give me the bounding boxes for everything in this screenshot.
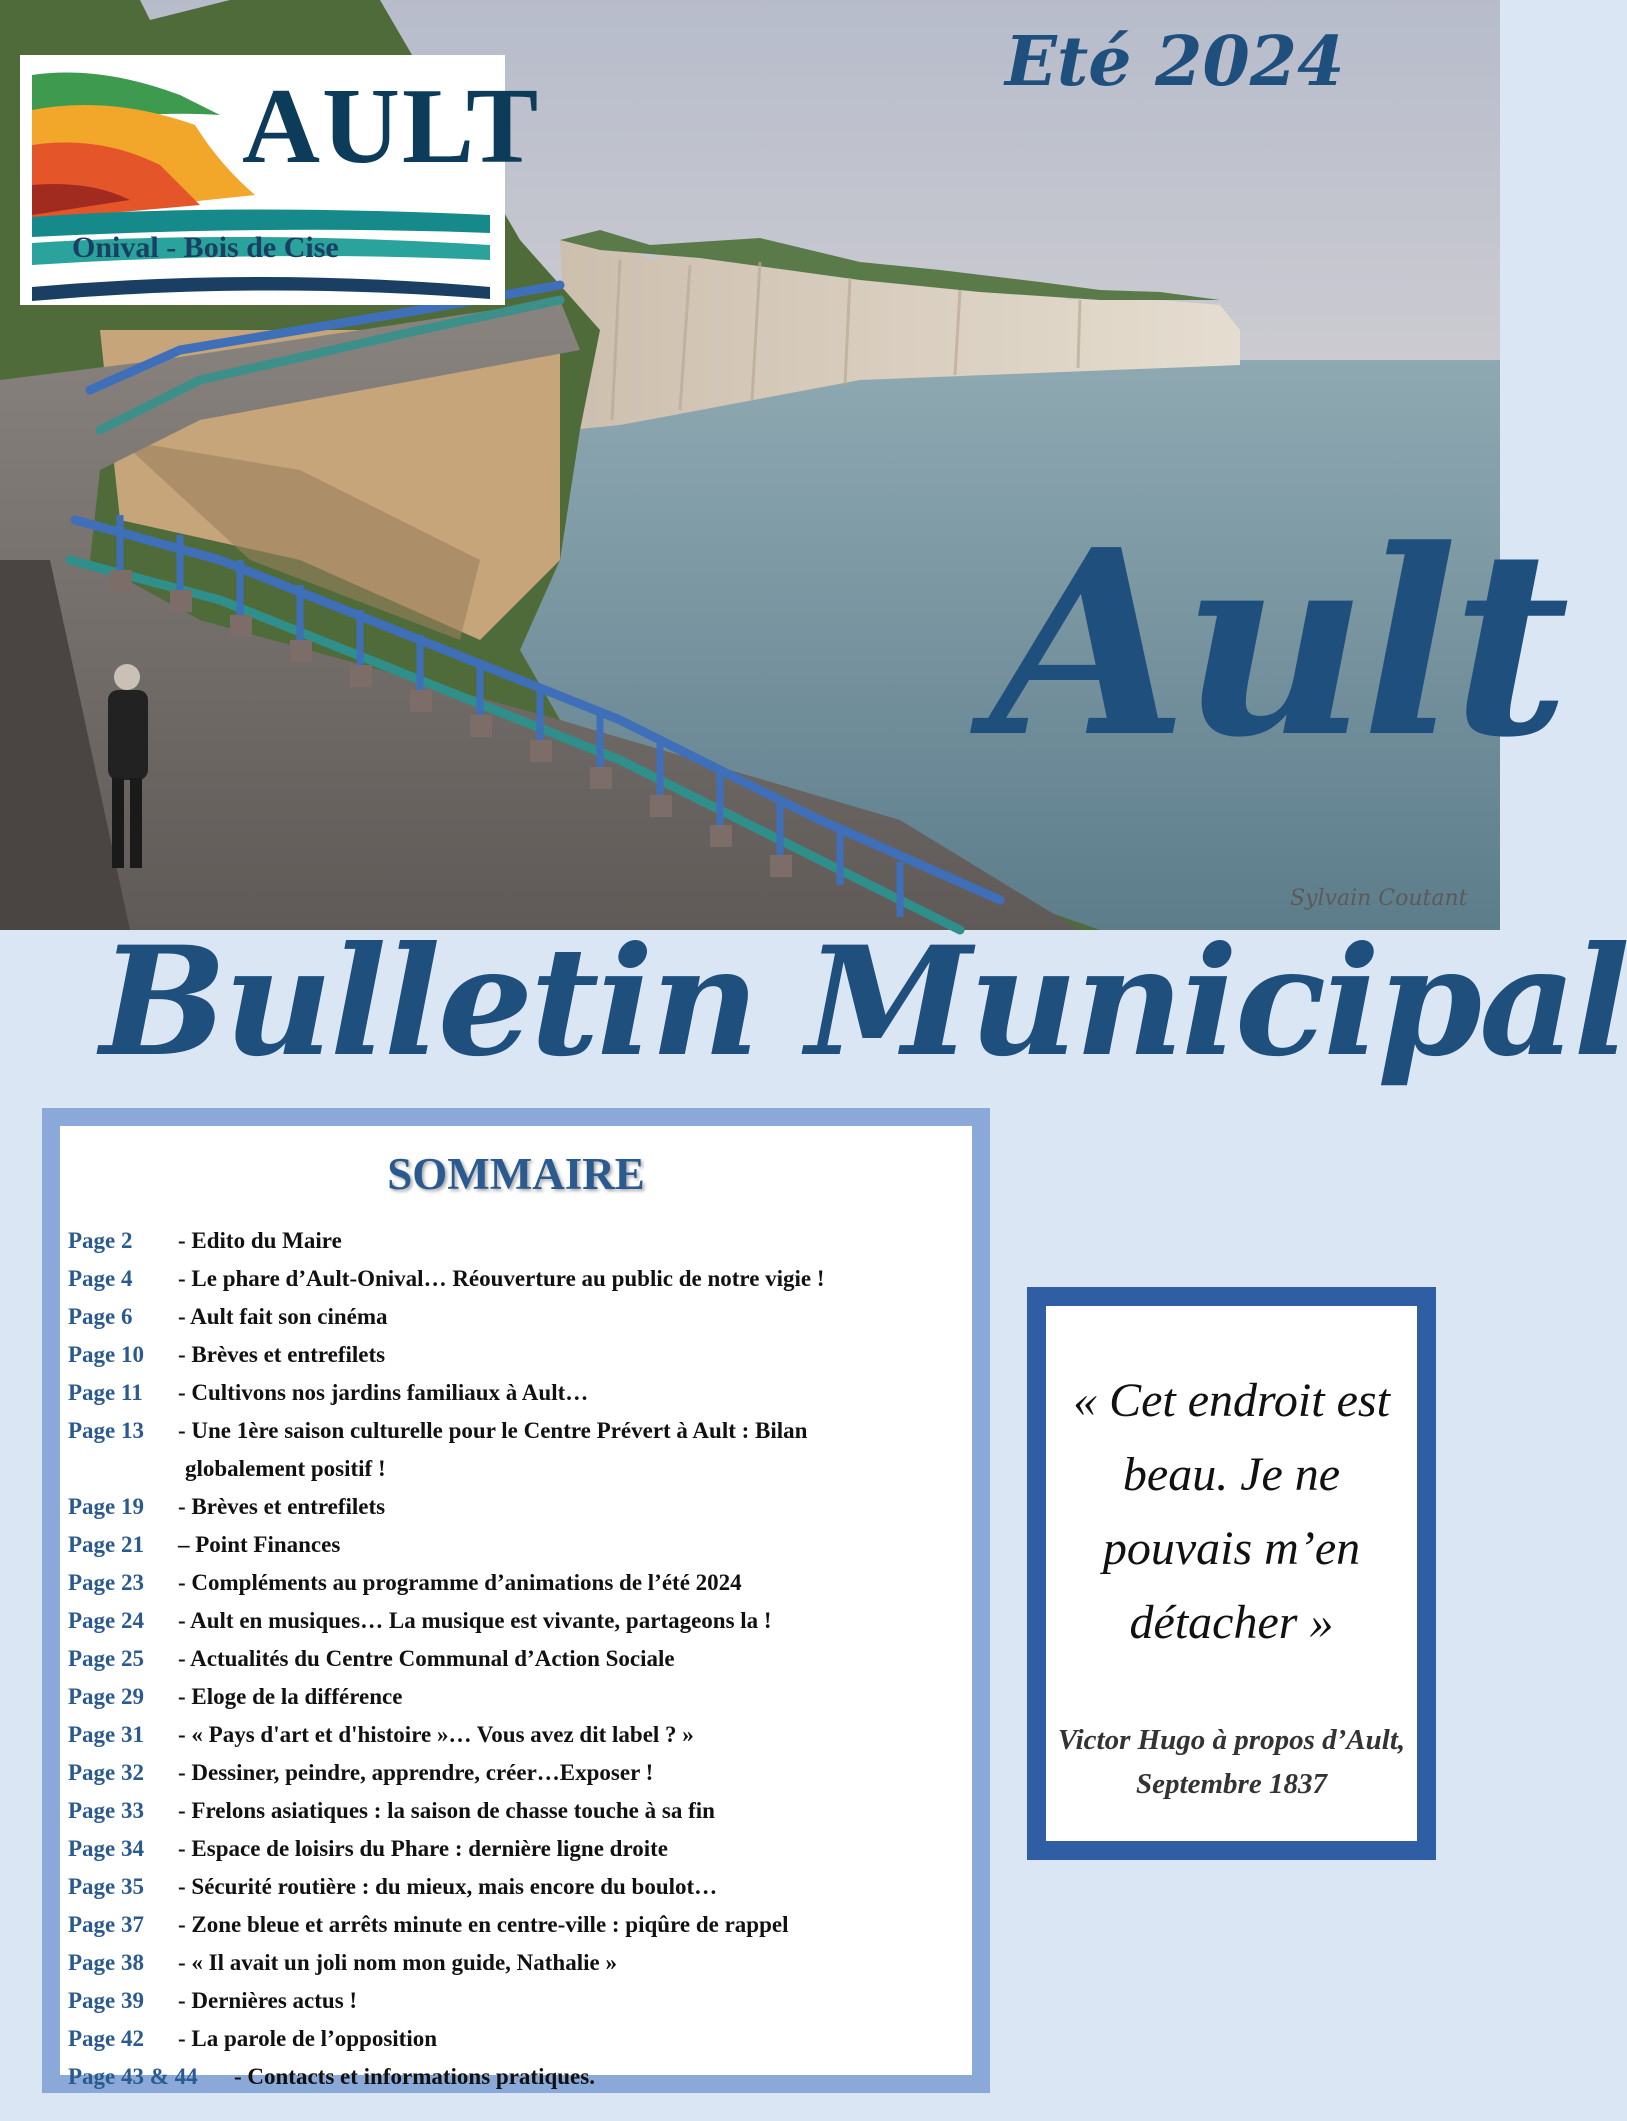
quote-box <box>1027 1287 1436 1860</box>
toc-text: - Frelons asiatiques : la saison de chasse touche à sa fin <box>178 1798 715 1823</box>
toc-title: SOMMAIRE <box>387 1149 645 1199</box>
toc-text: - Actualités du Centre Communal d’Action Sociale <box>178 1646 675 1671</box>
toc-entry[interactable] <box>68 1224 968 1262</box>
toc-text: - Cultivons nos jardins familiaux à Ault… <box>178 1380 589 1405</box>
toc-entry[interactable] <box>68 1946 968 1984</box>
photo-credit: Sylvain Coutant <box>1290 886 1468 911</box>
toc-text: - Brèves et entrefilets <box>178 1342 386 1367</box>
toc-text-continued: globalement positif ! <box>185 1456 386 1481</box>
toc-entry[interactable] <box>68 1300 968 1338</box>
toc-page: Page 6 <box>68 1304 133 1329</box>
toc-page: Page 25 <box>68 1646 145 1671</box>
toc-page: Page 4 <box>68 1266 133 1291</box>
toc-text: - Contacts et informations pratiques. <box>234 2064 595 2089</box>
town-name: Ault <box>990 495 1564 794</box>
toc-text: - Une 1ère saison culturelle pour le Centre Prévert à Ault : Bilan <box>178 1418 808 1443</box>
toc-page: Page 2 <box>68 1228 133 1253</box>
toc-page: Page 34 <box>68 1836 145 1861</box>
toc-list <box>68 1224 968 2098</box>
logo-subtitle: Onival - Bois de Cise <box>72 231 339 264</box>
season-label: Eté 2024 <box>1005 22 1345 102</box>
toc-text: - Dernières actus ! <box>178 1988 358 2013</box>
toc-entry[interactable] <box>68 1490 968 1528</box>
toc-text: - « Il avait un joli nom mon guide, Nathalie » <box>178 1950 617 1975</box>
toc-text: - Ault en musiques… La musique est vivante, partageons la ! <box>178 1608 772 1633</box>
town-logo <box>20 55 541 305</box>
toc-page: Page 35 <box>68 1874 145 1899</box>
quote-attribution: Victor Hugo à propos d’Ault, Septembre 1837 <box>1057 1724 1406 1800</box>
toc-page: Page 21 <box>68 1532 145 1557</box>
toc-text: - La parole de l’opposition <box>178 2026 437 2051</box>
toc-page: Page 32 <box>68 1760 145 1785</box>
toc-page: Page 24 <box>68 1608 145 1633</box>
quote-text: « Cet endroit est beau. Je ne pouvais m’en détacher » <box>1073 1374 1390 1649</box>
toc-page: Page 39 <box>68 1988 145 2013</box>
toc-entry[interactable] <box>68 1718 968 1756</box>
toc-text: - Edito du Maire <box>178 1228 342 1253</box>
table-of-contents <box>42 1108 990 2093</box>
toc-page: Page 33 <box>68 1798 145 1823</box>
toc-page: Page 42 <box>68 2026 145 2051</box>
toc-page: Page 31 <box>68 1722 145 1747</box>
toc-text: - Brèves et entrefilets <box>178 1494 386 1519</box>
toc-entry[interactable] <box>68 1262 968 1300</box>
toc-page: Page 38 <box>68 1950 145 1975</box>
toc-entry[interactable] <box>68 1338 968 1376</box>
toc-page: Page 13 <box>68 1418 145 1443</box>
toc-page: Page 23 <box>68 1570 145 1595</box>
toc-entry[interactable] <box>68 1376 968 1414</box>
toc-entry[interactable] <box>68 1984 968 2022</box>
toc-text: - Eloge de la différence <box>178 1684 403 1709</box>
toc-entry[interactable] <box>68 1756 968 1794</box>
toc-text: – Point Finances <box>178 1532 341 1557</box>
toc-text: - Espace de loisirs du Phare : dernière ligne droite <box>178 1836 668 1861</box>
toc-entry[interactable] <box>68 1566 968 1604</box>
toc-text: - Compléments au programme d’animations de l’été 2024 <box>178 1570 742 1595</box>
toc-page: Page 19 <box>68 1494 145 1519</box>
toc-text: - Dessiner, peindre, apprendre, créer…Exposer ! <box>178 1760 654 1785</box>
toc-page: Page 37 <box>68 1912 145 1937</box>
toc-entry[interactable] <box>68 1414 968 1490</box>
cover-photo <box>0 0 1564 930</box>
toc-entry[interactable] <box>68 1870 968 1908</box>
toc-entry[interactable] <box>68 1908 968 1946</box>
toc-page: Page 10 <box>68 1342 145 1367</box>
logo-title: AULT <box>242 67 541 186</box>
toc-text: - Sécurité routière : du mieux, mais encore du boulot… <box>178 1874 718 1899</box>
toc-entry[interactable] <box>68 1604 968 1642</box>
toc-page: Page 11 <box>68 1380 143 1405</box>
toc-entry[interactable] <box>68 2060 968 2098</box>
toc-entry[interactable] <box>68 1528 968 1566</box>
toc-entry[interactable] <box>68 1794 968 1832</box>
toc-entry[interactable] <box>68 1680 968 1718</box>
bulletin-title: Bulletin Municipal <box>100 914 1627 1090</box>
toc-entry[interactable] <box>68 1642 968 1680</box>
toc-text: - Ault fait son cinéma <box>178 1304 388 1329</box>
toc-entry[interactable] <box>68 1832 968 1870</box>
toc-page: Page 43 & 44 <box>68 2064 198 2089</box>
toc-text: - Zone bleue et arrêts minute en centre-ville : piqûre de rappel <box>178 1912 789 1937</box>
toc-text: - « Pays d'art et d'histoire »… Vous avez dit label ? » <box>178 1722 694 1747</box>
toc-entry[interactable] <box>68 2022 968 2060</box>
toc-page: Page 29 <box>68 1684 145 1709</box>
toc-text: - Le phare d’Ault-Onival… Réouverture au public de notre vigie ! <box>178 1266 825 1291</box>
